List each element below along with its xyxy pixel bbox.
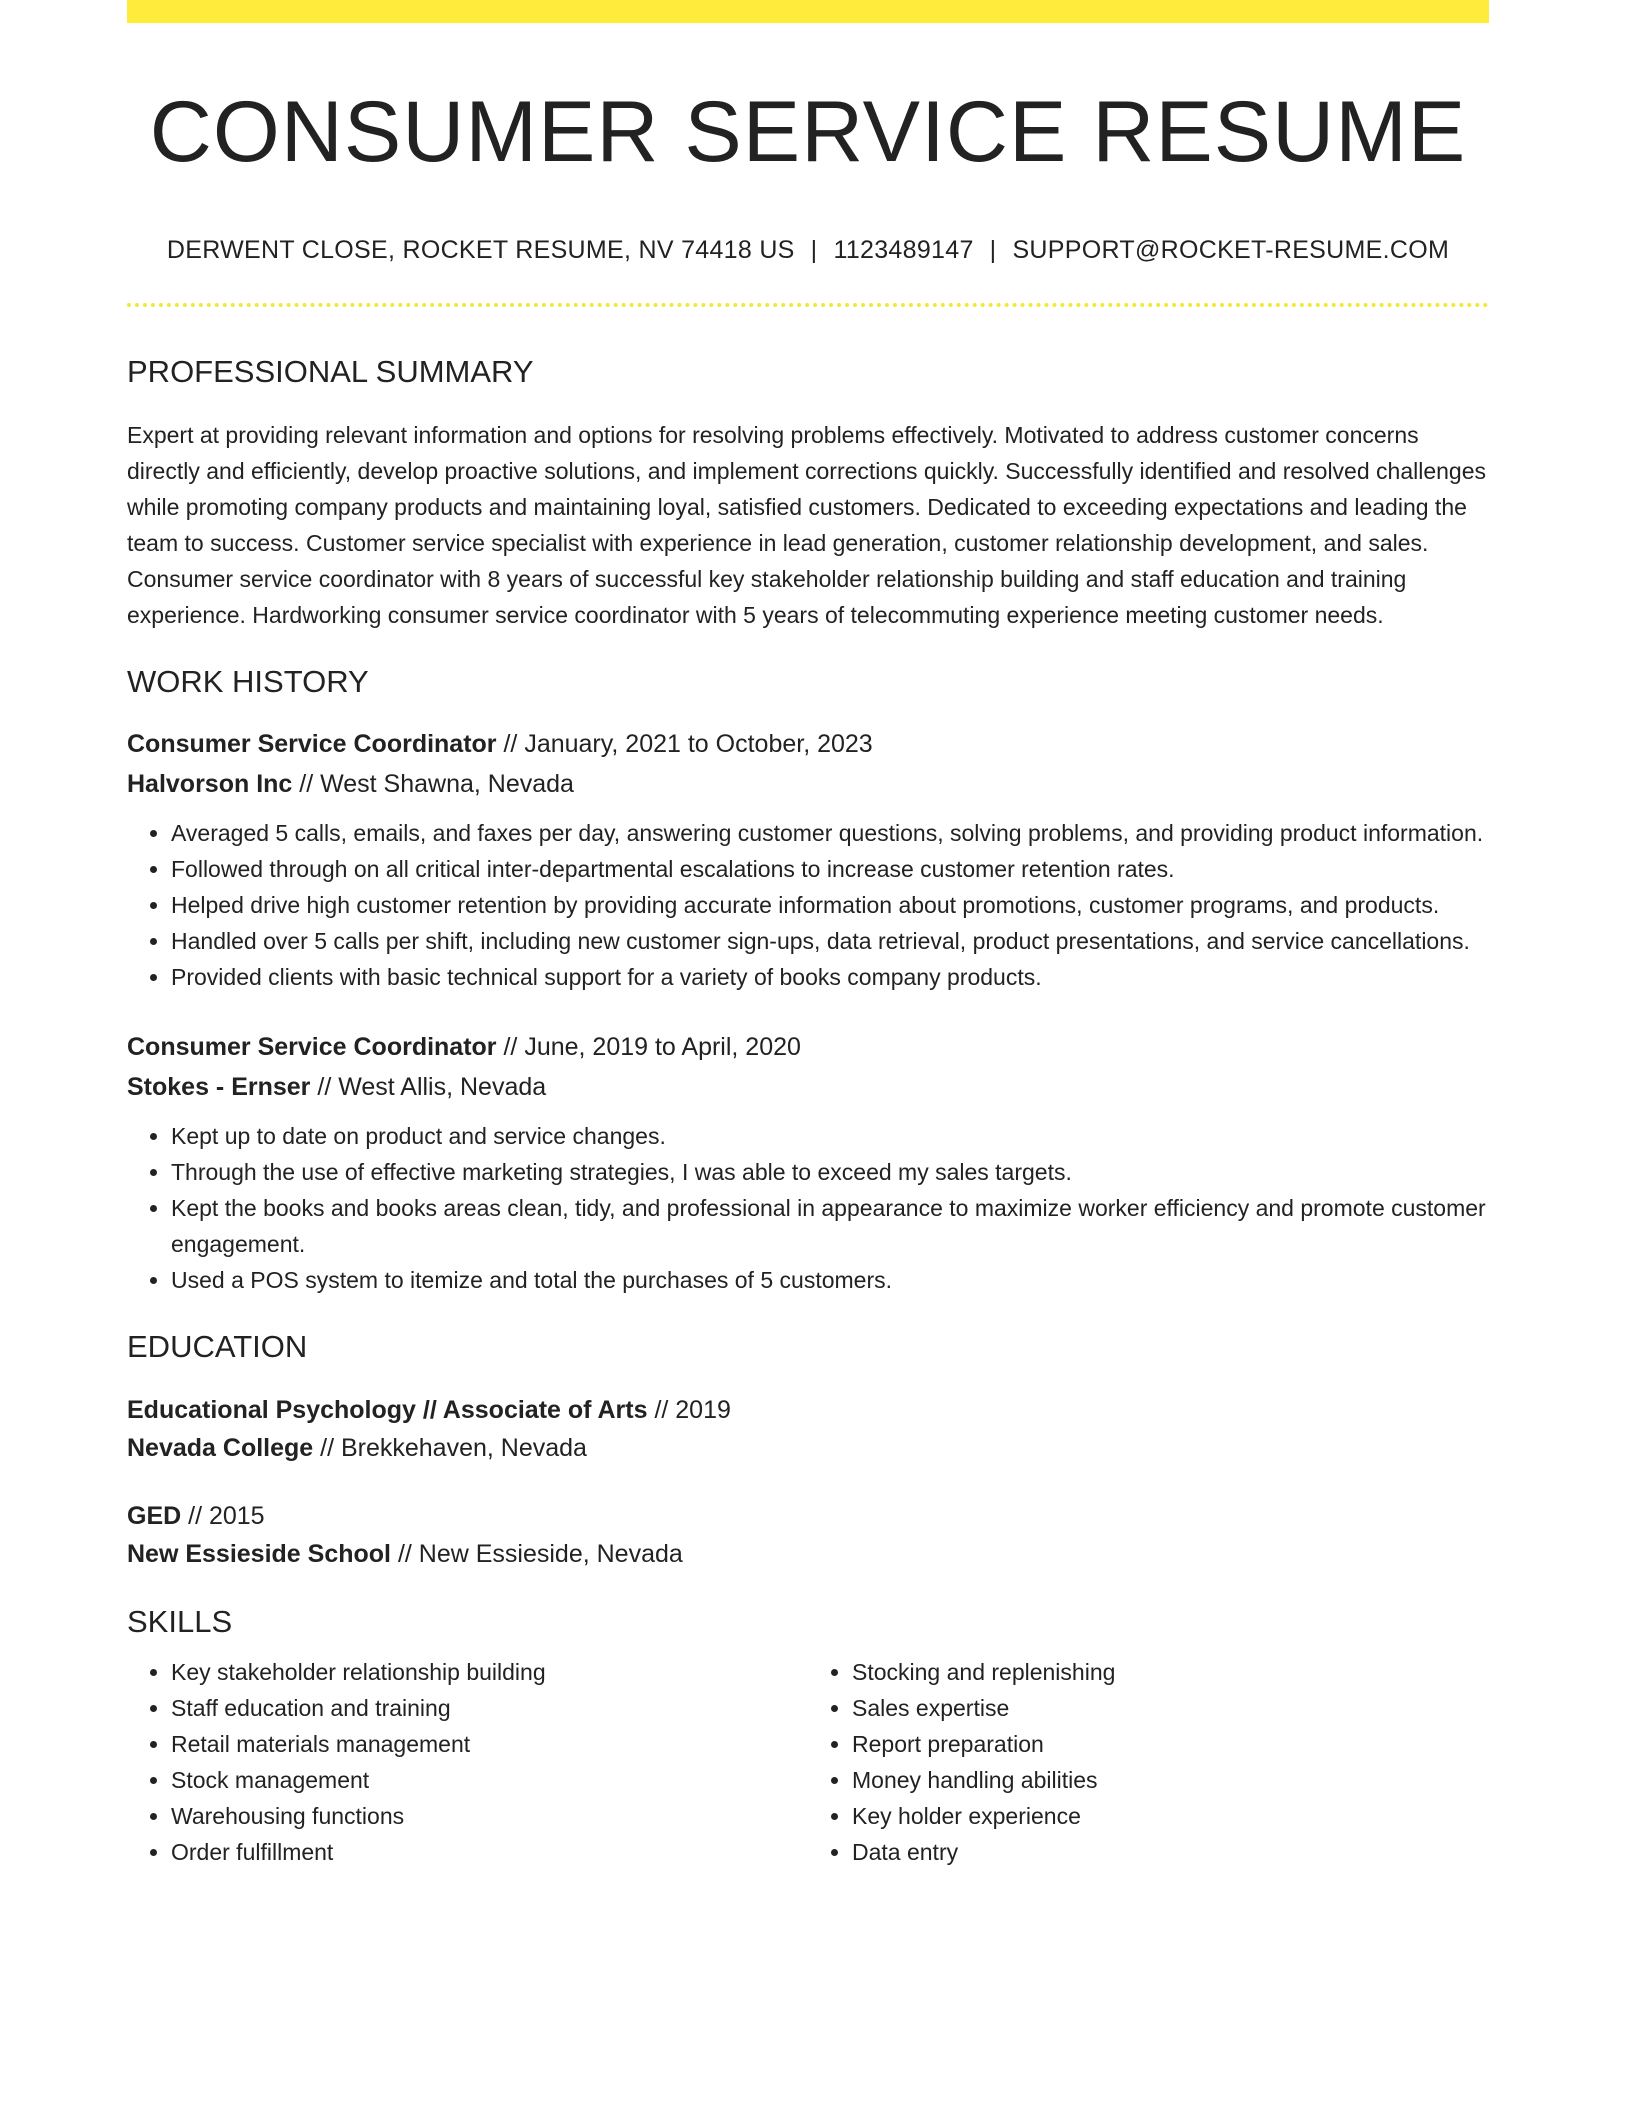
job-company: Halvorson Inc (127, 769, 293, 798)
skills-section (127, 1603, 1489, 1870)
job-dates: // January, 2021 to October, 2023 (496, 729, 873, 758)
skill-item: • Retail materials management (171, 1726, 808, 1762)
work-history-heading: WORK HISTORY (127, 663, 369, 699)
education-school-line (127, 1429, 1489, 1467)
skill-item: • Stocking and replenishing (852, 1654, 1489, 1690)
skills-column-right (808, 1654, 1489, 1870)
job-location: // West Allis, Nevada (310, 1072, 547, 1101)
top-accent-bar (127, 0, 1489, 23)
skill-item: • Key holder experience (852, 1798, 1489, 1834)
job-bullet: • Through the use of effective marketing strategies, I was able to exceed my sales targets. (171, 1154, 1489, 1190)
job-bullet: • Provided clients with basic technical support for a variety of books company products. (171, 959, 1489, 995)
education-location: // New Essieside, Nevada (391, 1540, 683, 1569)
skills-column-left (127, 1654, 808, 1870)
job-bullet: • Helped drive high customer retention by providing accurate information about promotions, customer programs, and products. (171, 887, 1489, 923)
work-history-section (127, 663, 1489, 1298)
education-school: Nevada College (127, 1434, 314, 1463)
education-degree-line (127, 1497, 1489, 1535)
education-degree-line (127, 1391, 1489, 1429)
summary-text: Expert at providing relevant information and options for resolving problems effectively. Motivated to address customer concerns directly and efficiently, develop proactive solutions, and implement corrections quickly. Successfully identified and resolved challenges while promoting company products and maintaining loyal, satisfied customers. Dedicated to exceeding expectations and leading the team to success. Customer service specialist with experience in lead generation, customer relationship development, and sales. Consumer service coordinator with 8 years of successful key stakeholder relationship building and staff education and training experience. Hardworking consumer service coordinator with 5 years of telecommuting experience meeting customer needs. (127, 421, 1486, 628)
job-company: Stokes - Ernser (127, 1072, 311, 1101)
contact-line (127, 236, 1489, 265)
contact-phone: 1123489147 (833, 235, 974, 264)
job-title: Consumer Service Coordinator (127, 729, 497, 758)
resume-page (127, 0, 1489, 1870)
skills-grid (127, 1654, 1489, 1870)
education-degree: Educational Psychology // Associate of Arts (127, 1396, 648, 1425)
skill-item: • Stock management (171, 1762, 808, 1798)
job-bullets (127, 1118, 1489, 1298)
skills-list (808, 1654, 1489, 1870)
job-entry (127, 1027, 1489, 1298)
skill-item: • Sales expertise (852, 1690, 1489, 1726)
education-year: // 2019 (647, 1396, 731, 1425)
education-school: New Essieside School (127, 1540, 391, 1569)
education-section (127, 1328, 1489, 1573)
education-degree: GED (127, 1502, 182, 1531)
job-dates: // June, 2019 to April, 2020 (496, 1032, 801, 1061)
job-bullet: • Kept up to date on product and service changes. (171, 1118, 1489, 1154)
job-title: Consumer Service Coordinator (127, 1032, 497, 1061)
job-bullet: • Handled over 5 calls per shift, including new customer sign-ups, data retrieval, product presentations, and service cancellations. (171, 923, 1489, 959)
skill-item: • Key stakeholder relationship building (171, 1654, 808, 1690)
job-bullets (127, 815, 1489, 995)
job-location: // West Shawna, Nevada (292, 769, 574, 798)
job-company-line (127, 1067, 1489, 1107)
resume-title: CONSUMER SERVICE RESUME (149, 84, 1467, 180)
contact-separator: | (989, 235, 997, 264)
job-title-line (127, 724, 1489, 764)
skill-item: • Report preparation (852, 1726, 1489, 1762)
job-bullet: • Followed through on all critical inter-departmental escalations to increase customer retention rates. (171, 851, 1489, 887)
job-bullet: • Averaged 5 calls, emails, and faxes per day, answering customer questions, solving problems, and providing product information. (171, 815, 1489, 851)
skill-item: • Staff education and training (171, 1690, 808, 1726)
education-year: // 2015 (181, 1502, 265, 1531)
education-heading: EDUCATION (127, 1328, 308, 1364)
job-title-line (127, 1027, 1489, 1067)
job-company-line (127, 764, 1489, 804)
summary-section (127, 353, 1489, 633)
skill-item: • Data entry (852, 1834, 1489, 1870)
skills-list (127, 1654, 808, 1870)
job-bullet: • Kept the books and books areas clean, tidy, and professional in appearance to maximize worker efficiency and promote customer engagement. (171, 1190, 1489, 1262)
contact-separator: | (810, 235, 818, 264)
skill-item: • Money handling abilities (852, 1762, 1489, 1798)
dotted-divider (127, 303, 1489, 307)
education-entry (127, 1391, 1489, 1467)
education-location: // Brekkehaven, Nevada (313, 1434, 587, 1463)
skill-item: • Order fulfillment (171, 1834, 808, 1870)
contact-address: DERWENT CLOSE, ROCKET RESUME, NV 74418 US (166, 235, 795, 264)
job-bullet: • Used a POS system to itemize and total the purchases of 5 customers. (171, 1262, 1489, 1298)
skills-heading: SKILLS (127, 1604, 233, 1640)
summary-heading: PROFESSIONAL SUMMARY (127, 353, 534, 389)
skill-item: • Warehousing functions (171, 1798, 808, 1834)
education-entry (127, 1497, 1489, 1573)
education-school-line (127, 1535, 1489, 1573)
contact-email: SUPPORT@ROCKET-RESUME.COM (1012, 235, 1450, 264)
job-entry (127, 724, 1489, 995)
